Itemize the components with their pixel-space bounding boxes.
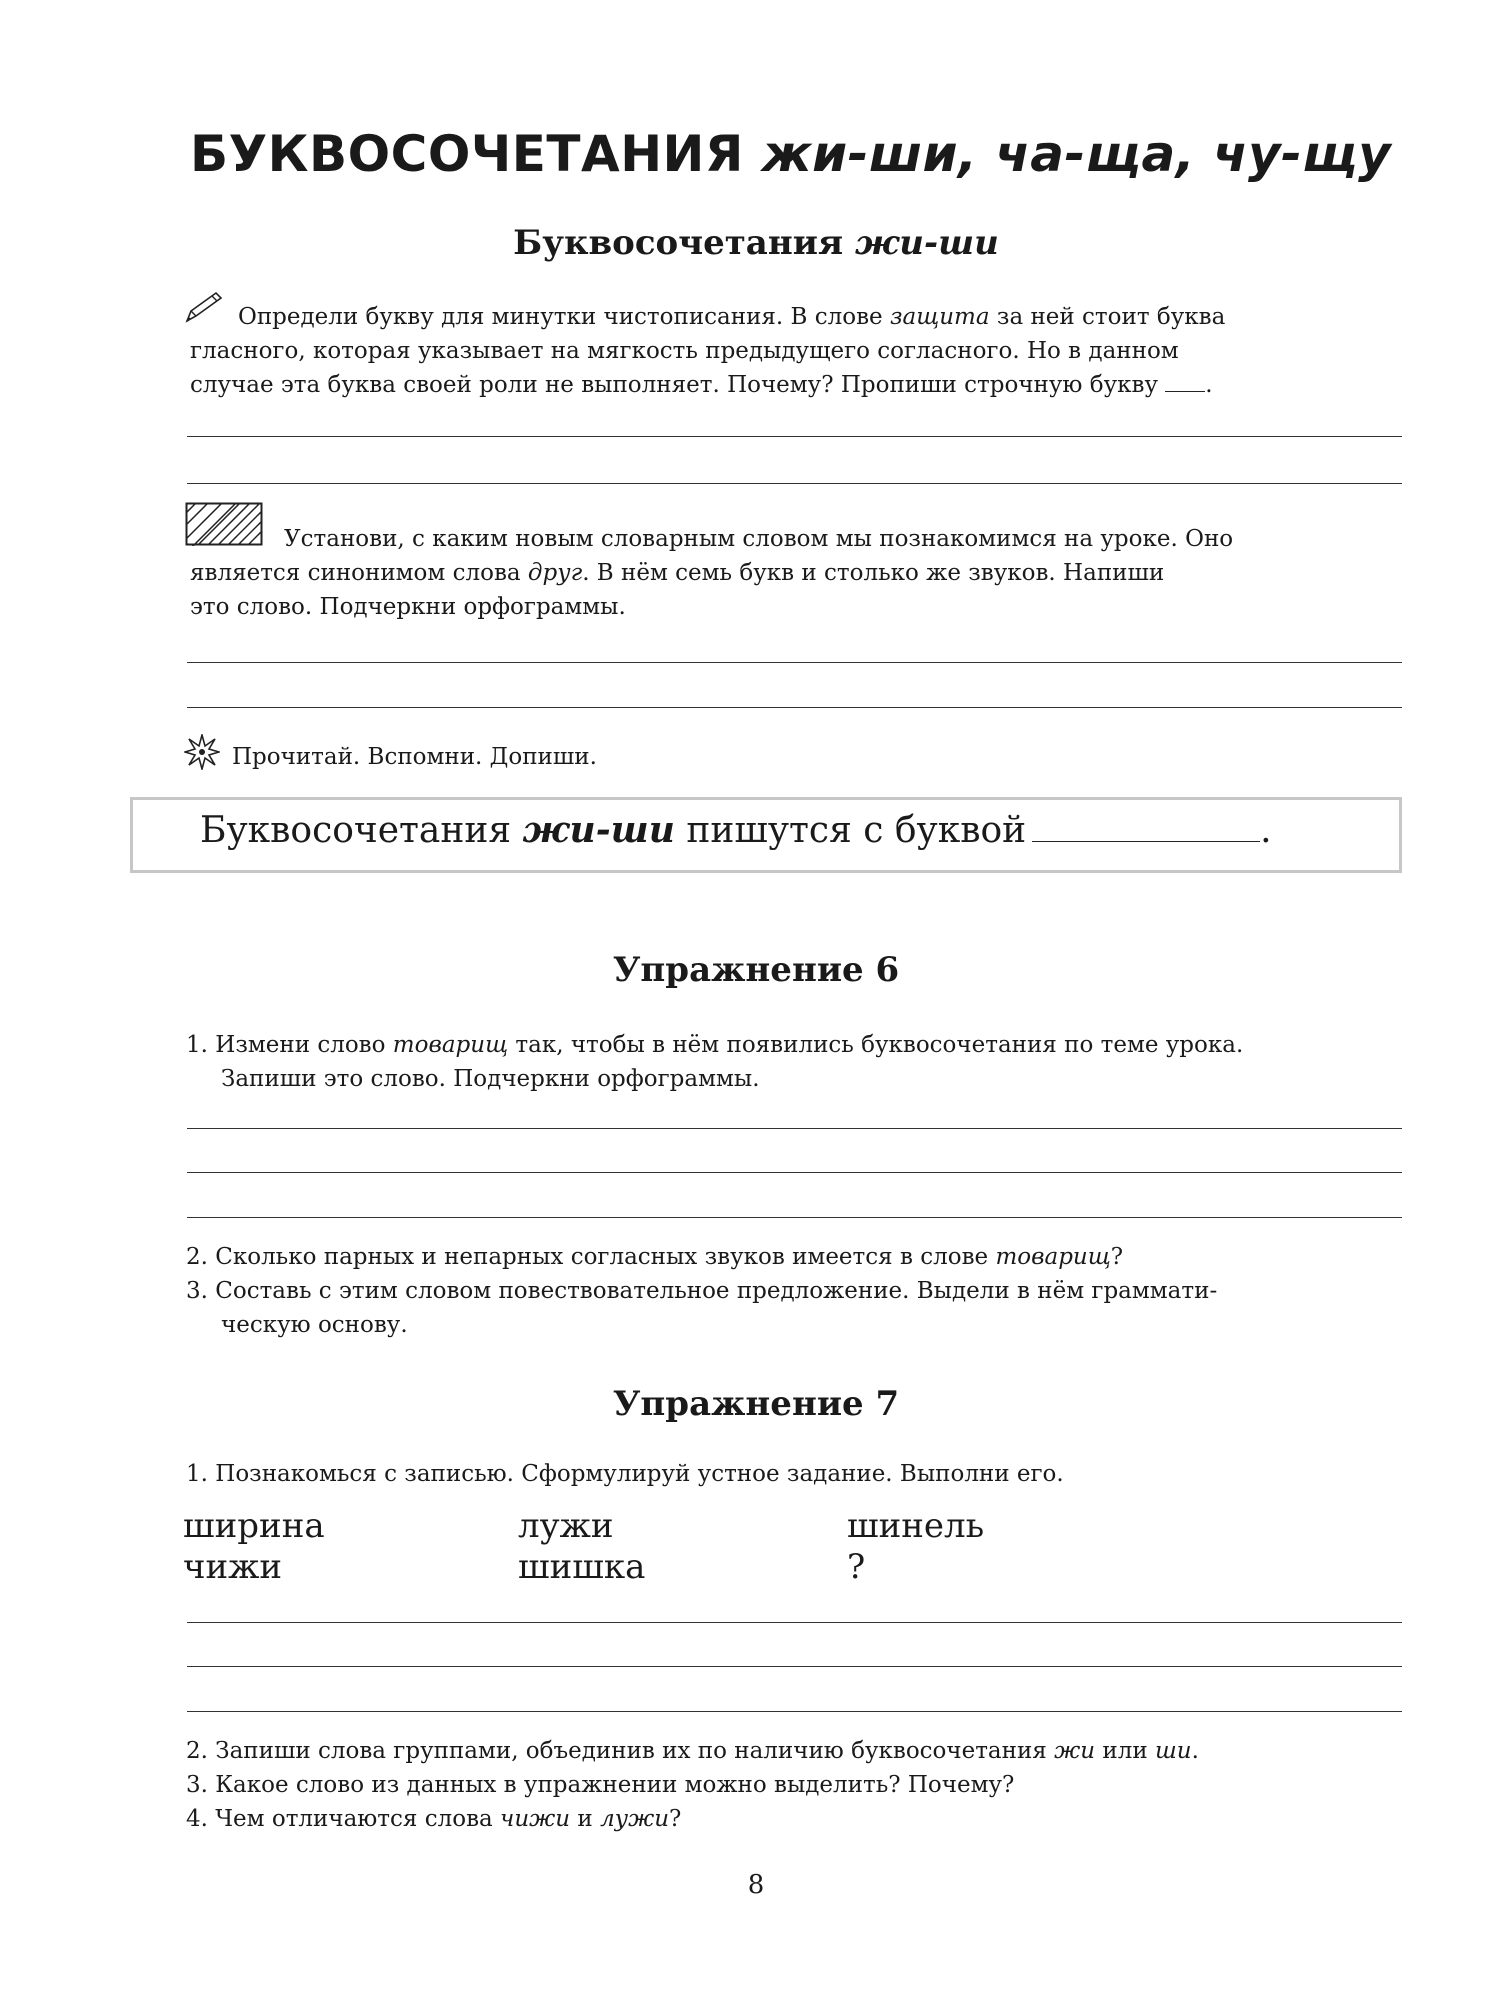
answer-line[interactable] [187,1666,1402,1667]
page-number: 8 [747,1870,765,1900]
answer-line[interactable] [187,1217,1402,1218]
word-luzhi: лужи [518,1506,614,1546]
task2-line2: является синонимом слова друг. В нём семь букв и столько же звуков. Напиши [190,560,1165,586]
word-unknown: ? [847,1547,866,1587]
word-shishka: шишка [518,1547,646,1587]
word-shirina: ширина [183,1506,325,1546]
task1-line3: случае эта буква своей роли не выполняет. Почему? Пропиши строчную букву . [190,372,1213,398]
star-burst-icon [184,734,220,770]
rule-answer-blank[interactable] [1032,815,1260,842]
ex7-item3: 3. Какое слово из данных в упражнении можно выделить? Почему? [186,1772,1015,1798]
answer-line[interactable] [187,662,1402,663]
page-title: БУКВОСОЧЕТАНИЯ жи-ши, ча-ща, чу-щу [190,125,1392,183]
answer-line[interactable] [187,1711,1402,1712]
answer-line[interactable] [187,1622,1402,1623]
ex6-item2: 2. Сколько парных и непарных согласных звуков имеется в слове товарищ? [186,1244,1124,1270]
answer-blank[interactable] [1165,371,1205,392]
answer-line[interactable] [187,707,1402,708]
word-chizhi: чижи [183,1547,283,1587]
ex6-item1-line2: Запиши это слово. Подчеркни орфограммы. [221,1066,760,1092]
answer-line[interactable] [187,483,1402,484]
ex7-item4: 4. Чем отличаются слова чижи и лужи? [186,1806,682,1832]
ex7-item2: 2. Запиши слова группами, объединив их по наличию буквосочетания жи или ши. [186,1738,1199,1764]
word-shinel: шинель [847,1506,985,1546]
answer-line[interactable] [187,1172,1402,1173]
ex6-item1-line1: 1. Измени слово товарищ так, чтобы в нём появились буквосочетания по теме урока. [186,1032,1244,1058]
task1-line2: гласного, которая указывает на мягкость предыдущего согласного. Но в данном [190,338,1179,364]
ex7-item1: 1. Познакомься с записью. Сформулируй устное задание. Выполни его. [186,1461,1064,1487]
section-title: Буквосочетания жи-ши [513,223,999,263]
exercise-7-title: Упражнение 7 [612,1384,900,1424]
exercise-6-title: Упражнение 6 [612,950,900,990]
answer-line[interactable] [187,1128,1402,1129]
task2-line3: это слово. Подчеркни орфограммы. [190,594,626,620]
page-title-italic: жи-ши, ча-ща, чу-щу [761,125,1392,183]
rule-box-text: Буквосочетания жи-ши пишутся с буквой . [200,809,1272,851]
ex6-item3-line2: ческую основу. [221,1312,408,1338]
pen-icon [184,290,224,324]
task2-line1: Установи, с каким новым словарным словом мы познакомимся на уроке. Оно [284,526,1234,552]
task1-line1: Определи букву для минутки чистописания. В слове защита за ней стоит буква [238,304,1226,330]
hatched-box-icon [185,502,263,546]
ex6-item3-line1: 3. Составь с этим словом повествовательное предложение. Выдели в нём граммати- [186,1278,1218,1304]
answer-line[interactable] [187,436,1402,437]
task3-text: Прочитай. Вспомни. Допиши. [232,744,597,770]
